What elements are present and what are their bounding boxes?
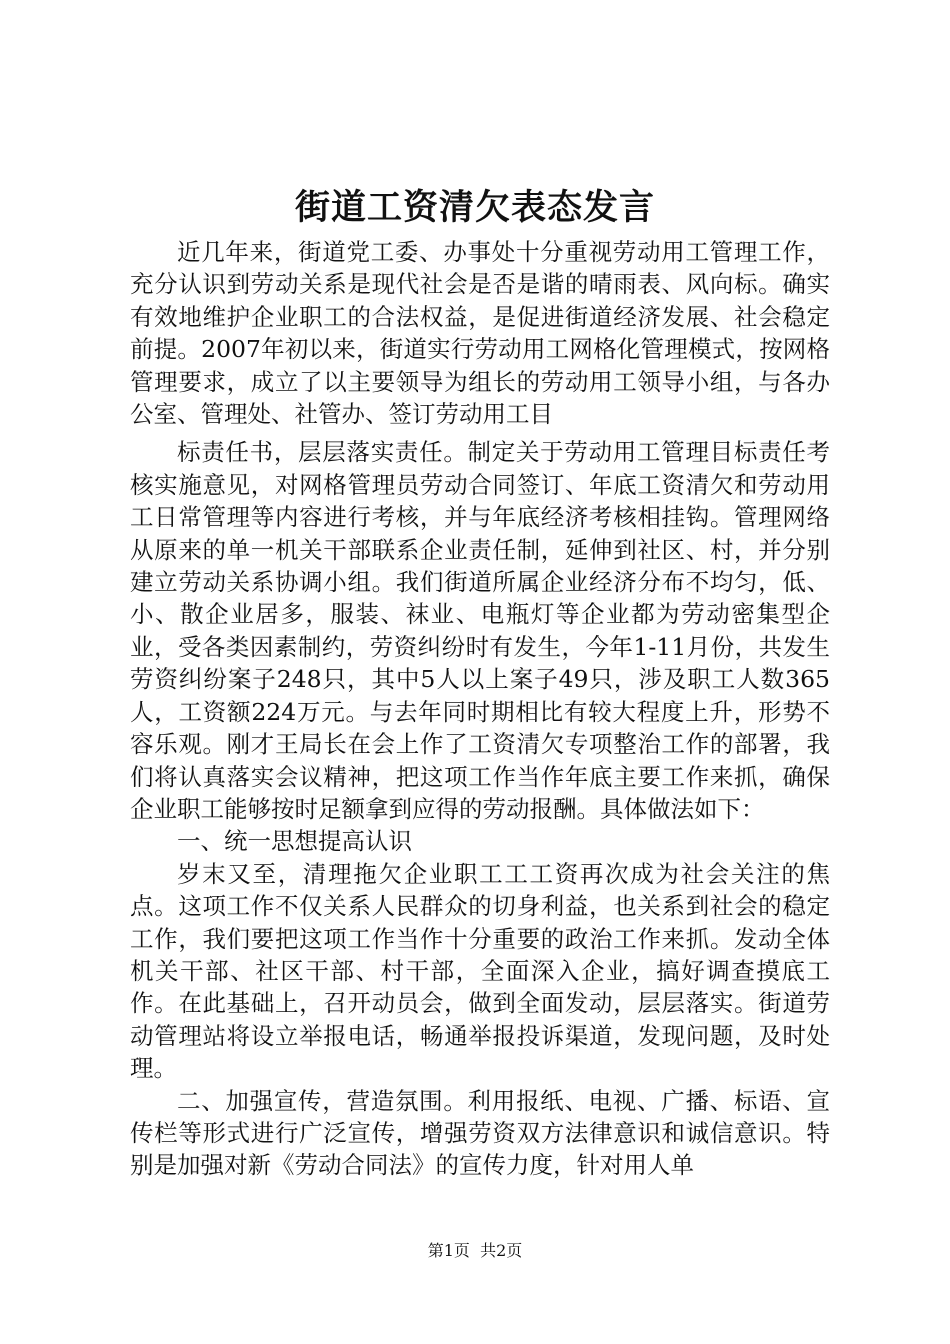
document-body [130,236,830,1182]
page-number: 第1页 [427,1241,470,1260]
section-heading-1: 一、统一思想提高认识 [177,827,412,856]
page-total: 共2页 [480,1241,523,1260]
paragraph-responsibility: 标责任书，层层落实责任。制定关于劳动用工管理目标责任考核实施意见，对网格管理员劳动合同签订、年底工资清欠和劳动用工日常管理等内容进行考核，并与年底经济考核相挂钩。管理网络从原来的单一机关干部联系企业责任制，延伸到社区、村，并分别建立劳动关系协调小组。我们街道所属企业经济分布不均匀，低、小、散企业居多，服装、袜业、电瓶灯等企业都为劳动密集型企业，受各类因素制约，劳资纠纷时有发生，今年1-11月份，共发生劳资纠纷案子248只，其中5人以上案子49只，涉及职工人数365人，工资额224万元。与去年同时期相比有较大程度上升，形势不容乐观。刚才王局长在会上作了工资清欠专项整治工作的部署，我们将认真落实会议精神，把这项工作当作年底主要工作来抓，确保企业职工能够按时足额拿到应得的劳动报酬。具体做法如下： [130,438,830,823]
page-footer [0,1240,950,1262]
paragraph-intro: 近几年来，街道党工委、办事处十分重视劳动用工管理工作，充分认识到劳动关系是现代社会是否是谐的晴雨表、风向标。确实有效地维护企业职工的合法权益，是促进街道经济发展、社会稳定前提。2007年初以来，街道实行劳动用工网格化管理模式，按网格管理要求，成立了以主要领导为组长的劳动用工领导小组，与各办公室、管理处、社管办、签订劳动用工目 [130,238,830,429]
paragraph-section-1: 岁末又至，清理拖欠企业职工工工资再次成为社会关注的焦点。这项工作不仅关系人民群众的切身利益，也关系到社会的稳定工作，我们要把这项工作当作十分重要的政治工作来抓。发动全体机关干部、社区干部、村干部，全面深入企业，搞好调查摸底工作。在此基础上，召开动员会，做到全面发动，层层落实。街道劳动管理站将设立举报电话，畅通举报投诉渠道，发现问题，及时处理。 [130,859,830,1083]
document-title: 街道工资清欠表态发言 [294,187,655,228]
paragraph-section-2: 二、加强宣传，营造氛围。利用报纸、电视、广播、标语、宣传栏等形式进行广泛宣传，增强劳资双方法律意识和诚信意识。特别是加强对新《劳动合同法》的宣传力度，针对用人单 [130,1086,830,1180]
